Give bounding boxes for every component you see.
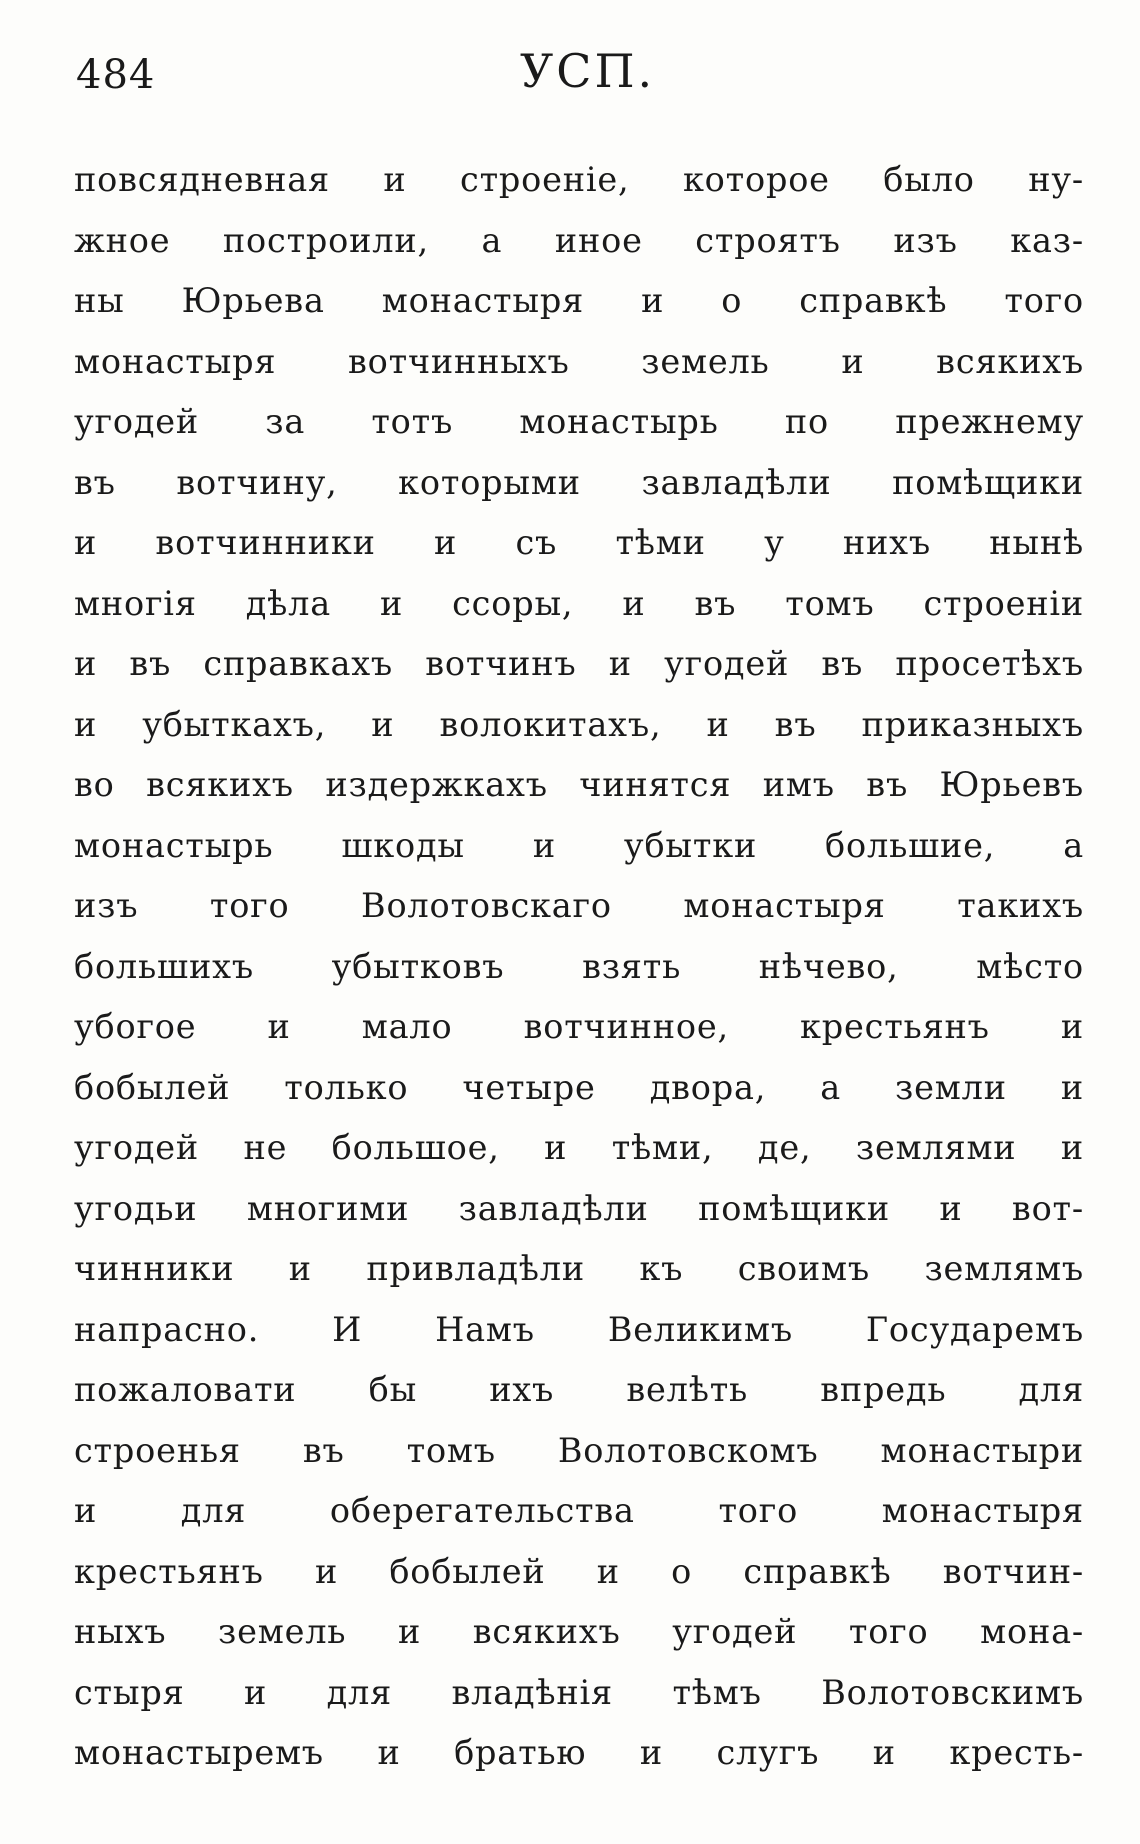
text-line: угодей не большое, и тѣми, де, землями и xyxy=(74,1128,1084,1167)
text-line: повсядневная и строеніе, которое было ну- xyxy=(74,160,1084,199)
text-line: угодьи многими завладѣли помѣщики и вот- xyxy=(74,1188,1084,1228)
text-line: и вотчинники и съ тѣми у нихъ нынѣ xyxy=(74,523,1084,562)
text-line: строенья въ томъ Волотовскомъ монастыри xyxy=(74,1430,1084,1470)
text-line: монастыря вотчинныхъ земель и всякихъ xyxy=(74,341,1084,381)
page-number: 484 xyxy=(76,52,156,98)
text-line: въ вотчину, которыми завладѣли помѣщики xyxy=(74,462,1084,502)
text-line: угодей за тотъ монастырь по прежнему xyxy=(74,402,1084,441)
text-line: бобылей только четыре двора, а земли и xyxy=(74,1067,1084,1107)
text-line: напрасно. И Намъ Великимъ Государемъ xyxy=(74,1309,1084,1349)
text-line: крестьянъ и бобылей и о справкѣ вотчин- xyxy=(74,1551,1084,1591)
text-line: изъ того Волотовскаго монастыря такихъ xyxy=(74,886,1084,925)
text-line: жное построили, а иное строятъ изъ каз- xyxy=(74,220,1084,260)
text-line: большихъ убытковъ взять нѣчево, мѣсто xyxy=(74,946,1084,986)
body-text xyxy=(74,150,1084,1784)
text-line: и въ справкахъ вотчинъ и угодей въ просетѣхъ xyxy=(74,644,1084,683)
text-line: монастырь шкоды и убытки большие, а xyxy=(74,825,1084,865)
text-line: во всякихъ издержкахъ чинятся имъ въ Юрьевъ xyxy=(74,765,1084,804)
text-line: чинники и привладѣли къ своимъ землямъ xyxy=(74,1249,1084,1288)
text-line: пожаловати бы ихъ велѣть впредь для xyxy=(74,1370,1084,1409)
text-line: ныхъ земель и всякихъ угодей того мона- xyxy=(74,1612,1084,1651)
text-line: многія дѣла и ссоры, и въ томъ строеніи xyxy=(74,583,1084,623)
running-head: УСП. xyxy=(520,44,656,98)
text-line: и для оберегательства того монастыря xyxy=(74,1491,1084,1530)
text-line: монастыремъ и братью и слугъ и кресть- xyxy=(74,1733,1084,1772)
text-line: и убыткахъ, и волокитахъ, и въ приказныхъ xyxy=(74,704,1084,744)
text-line: убогое и мало вотчинное, крестьянъ и xyxy=(74,1007,1084,1046)
text-line: ны Юрьева монастыря и о справкѣ того xyxy=(74,281,1084,320)
text-line: стыря и для владѣнія тѣмъ Волотовскимъ xyxy=(74,1672,1084,1712)
